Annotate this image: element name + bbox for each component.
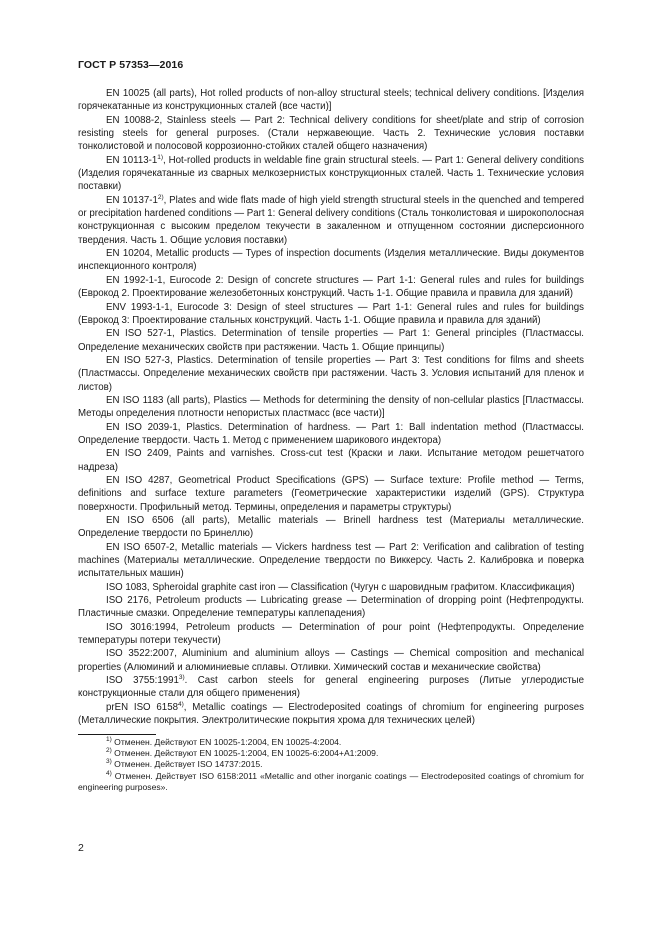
reference-entry: EN ISO 2039-1, Plastics. Determination of hardness. — Part 1: Ball indentation method (Пластмассы. Определение твердости. Часть 1. Метод с применением шарикового индектора) [78,421,584,446]
reference-title: , Metallic coatings — Electrodeposited coatings of chromium for engineering purposes (Металлические покрытия. Электролитические покрытия хрома для технических целей) [78,701,584,727]
footnote-marker: 2) [157,193,164,201]
reference-entry: EN ISO 527-1, Plastics. Determination of tensile properties — Part 1: General principles (Пластмассы. Определение механических свойств при растяжении. Часть 1. Общие принципы) [78,328,584,353]
footnote-number: 2) [106,747,112,755]
reference-entry: ISO 3522:2007, Aluminium and aluminium alloys — Castings — Chemical composition and mechanical properties (Алюминий и алюминиевые сплавы. Отливки. Химический состав и механические свойства) [78,648,584,673]
footnote-separator [78,734,156,735]
footnote-text: Отменен. Действует ISO 14737:2015. [111,759,263,770]
reference-entry: EN ISO 1183 (all parts), Plastics — Methods for determining the density of non-cellular plastics [Пластмассы. Методы определения плотности непористых пластмасс (все части)] [78,394,584,420]
reference-entry [78,674,584,701]
footnote-number: 1) [106,735,112,743]
reference-code: EN 10137-1 [106,194,158,206]
reference-entry: EN 10088-2, Stainless steels — Part 2: Technical delivery conditions for sheet/plate and strip of corrosion resisting steels for general purposes. (Стали нержавеющие. Часть 2. Технические условия поставки тонколистовой и полосовой коррозионно-стойких сталей общего назначения) [78,114,584,153]
reference-entry: EN ISO 6506 (all parts), Metallic materials — Brinell hardness test (Материалы металлические. Определение твердости по Бринеллю) [78,515,584,540]
footnote [78,759,584,770]
footnote-number: 4) [106,769,112,777]
reference-entry: ISO 2176, Petroleum products — Lubricating grease — Determination of dropping point (Нефтепродукты. Пластичные смазки. Определение температуры каплепадения) [78,595,584,620]
reference-title: , Plates and wide flats made of high yield strength structural steels in the quenched and tempered or precipitation hardened conditions — Part 1: General delivery conditions (Сталь тонколистовая и широкополосная конструкционная с высоким пределом текучести в закаленном и отпущенном состоянии дисперсионного твердения. Часть 1. Общие условия поставки) [78,194,584,246]
reference-entry [78,194,584,247]
reference-code: ISO 3755:1991 [106,675,179,687]
reference-entry: ISO 1083, Spheroidal graphite cast iron — Classification (Чугун с шаровидным графитом. Классификация) [106,581,575,593]
references-list [78,87,584,728]
reference-code: prEN ISO 6158 [106,701,178,713]
reference-entry: EN ISO 527-3, Plastics. Determination of tensile properties — Part 3: Test conditions for films and sheets (Пластмассы. Определение механических свойств при растяжении. Часть 3. Условия испытаний для пленок и листов) [78,354,584,393]
reference-entry: EN ISO 4287, Geometrical Product Specifications (GPS) — Surface texture: Profile method — Terms, definitions and surface texture parameters (Геометрические характеристики изделий (GPS). Структура поверхности. Профильный метод. Термины, определения и параметры структуры) [78,474,584,513]
footnote-marker: 1) [157,153,164,161]
footnotes-list [78,737,584,794]
footnote-text: Отменен. Действуют EN 10025-1:2004, EN 10025-6:2004+A1:2009. [111,747,379,758]
footnote-text: Отменен. Действуют EN 10025-1:2004, EN 10025-4:2004. [111,736,342,747]
footnote-number: 3) [106,758,112,766]
references-content [78,87,584,794]
reference-code: EN 10113-1 [106,154,158,166]
footnote-marker: 3) [178,673,185,681]
reference-entry: ISO 3016:1994, Petroleum products — Determination of pour point (Нефтепродукты. Определение температуры потери текучести) [78,621,584,647]
reference-entry [78,701,584,728]
reference-title: , Hot-rolled products in weldable fine grain structural steels. — Part 1: General delivery conditions (Изделия горячекатанные из сварных мелкозернистых конструкционных сталей. Часть 1. Технические условия поставки) [78,154,584,193]
reference-entry: EN 1992-1-1, Eurocode 2: Design of concrete structures — Part 1-1: General rules and rules for buildings (Еврокод 2. Проектирование железобетонных конструкций. Часть 1-1. Общие правила и правила для зданий) [78,274,584,300]
standard-header: ГОСТ Р 57353—2016 [78,59,184,71]
footnote-marker: 4) [177,700,184,708]
footnote [78,737,584,748]
reference-entry: EN 10025 (all parts), Hot rolled products of non-alloy structural steels; technical delivery conditions. [Изделия горячекатанные из конструкционных сталей (все части)] [78,88,584,113]
page-number: 2 [78,842,84,854]
reference-title: . Cast carbon steels for general engineering purposes (Литые углеродистые конструкционные стали для общего применения) [78,675,584,700]
reference-entry: EN ISO 6507-2, Metallic materials — Vickers hardness test — Part 2: Verification and calibration of testing machines (Материалы металлические. Определение твердости по Виккерсу. Часть 2. Калибровка и поверка испытательных машин) [78,541,584,580]
reference-entry: ENV 1993-1-1, Eurocode 3: Design of steel structures — Part 1-1: General rules and rules for buildings (Еврокод 3: Проектирование стальных конструкций. Часть 1-1. Общие правила и правила для зданий) [78,301,584,326]
footnote [78,771,584,794]
reference-entry: EN 10204, Metallic products — Types of inspection documents (Изделия металлические. Виды документов инспекционного контроля) [78,248,584,273]
footnote-text: Отменен. Действует ISO 6158:2011 «Metallic and other inorganic coatings — Electrodeposited coatings of chromium for engineering purposes». [78,770,584,793]
reference-entry: EN ISO 2409, Paints and varnishes. Cross-cut test (Краски и лаки. Испытание методом решетчатого надреза) [78,448,584,473]
reference-entry [78,154,584,194]
footnote [78,748,584,759]
